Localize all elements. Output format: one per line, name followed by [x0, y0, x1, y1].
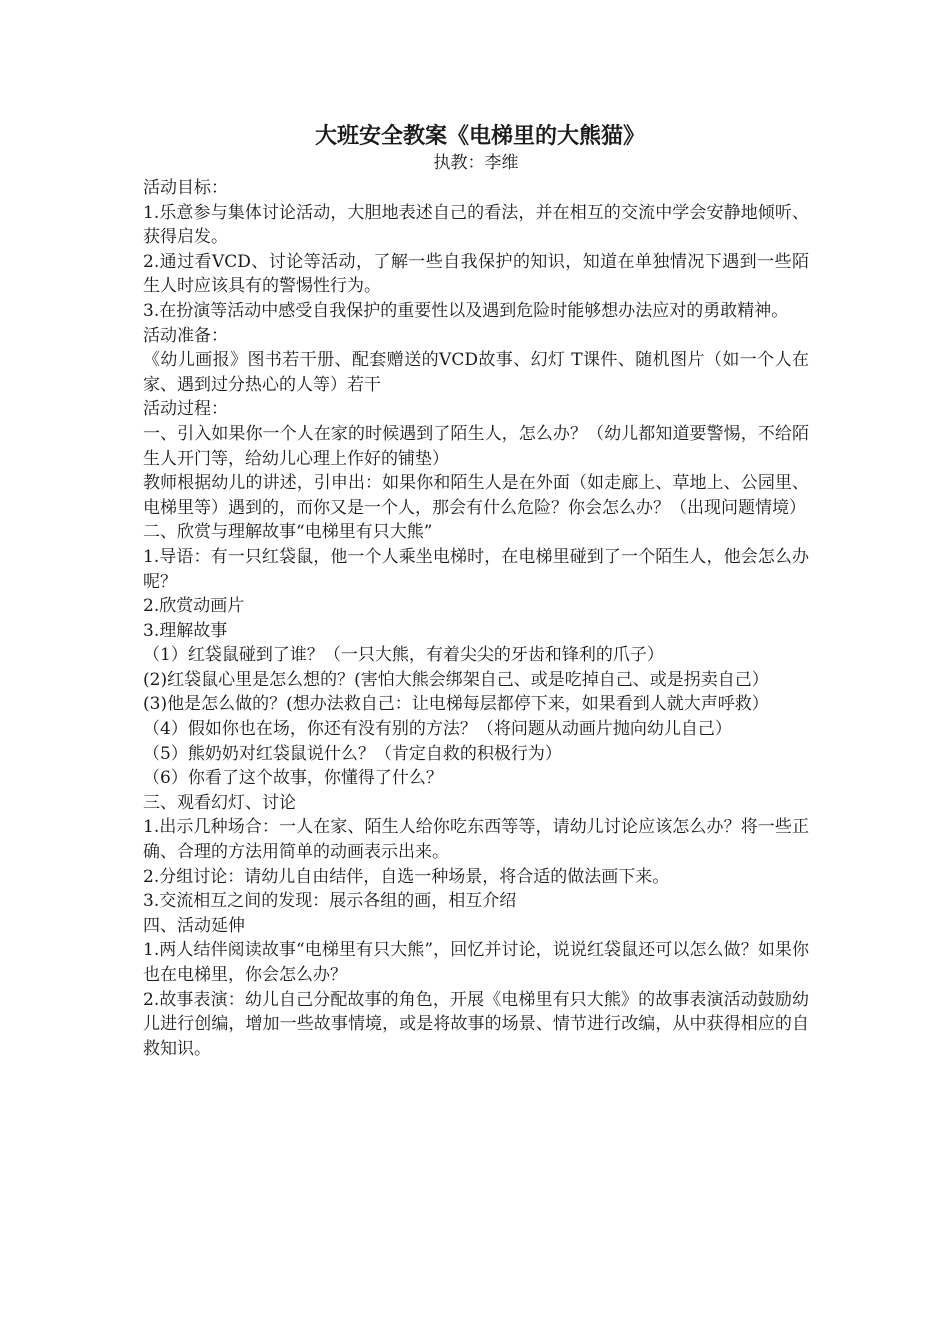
- document-title: 大班安全教案《电梯里的大熊猫》: [314, 123, 645, 149]
- paragraph: 2.分组讨论：请幼儿自由结伴，自选一种场景，将合适的做法画下来。: [143, 866, 670, 887]
- section-heading-goals: 活动目标：: [143, 178, 228, 198]
- paragraph: 3.交流相互之间的发现：展示各组的画，相互介绍: [143, 891, 517, 912]
- paragraph: 2.通过看VCD、讨论等活动，了解一些自我保护的知识，知道在单独情况下遇到一些陌生人时应该具有的警惕性行为。: [143, 251, 809, 297]
- paragraph: (2)红袋鼠心里是怎么想的？(害怕大熊会绑架自己、或是吃掉自己、或是拐卖自己）: [143, 669, 769, 690]
- paragraph: 2.故事表演：幼儿自己分配故事的角色，开展《电梯里有只大熊》的故事表演活动鼓励幼儿进行创编，增加一些故事情境，或是将故事的场景、情节进行改编，从中获得相应的自救知识。: [143, 989, 809, 1059]
- paragraph: （1）红袋鼠碰到了谁？（一只大熊，有着尖尖的牙齿和锋利的爪子）: [143, 645, 664, 666]
- paragraph: 《幼儿画报》图书若干册、配套赠送的VCD故事、幻灯 T课件、随机图片（如一个人在家、遇到过分热心的人等）若干: [143, 350, 809, 395]
- paragraph: （5）熊奶奶对红袋鼠说什么？（肯定自救的积极行为）: [143, 743, 562, 764]
- paragraph: （6）你看了这个故事，你懂得了什么？: [143, 768, 443, 789]
- subsection-heading: 四、活动延伸: [143, 915, 245, 936]
- document-body: [143, 176, 809, 1061]
- paragraph: 1.两人结伴阅读故事“电梯里有只大熊”，回忆并讨论，说说红袋鼠还可以怎么做？如果你也在电梯里，你会怎么办？: [143, 940, 809, 985]
- paragraph: 1.乐意参与集体讨论活动，大胆地表述自己的看法，并在相互的交流中学会安静地倾听、获得启发。: [143, 202, 809, 248]
- section-heading-process: 活动过程：: [143, 399, 228, 420]
- paragraph: （4）假如你也在场，你还有没有别的方法？（将问题从动画片抛向幼儿自己）: [143, 719, 732, 740]
- subsection-heading: 二、欣赏与理解故事“电梯里有只大熊”: [143, 522, 433, 543]
- section-heading-preparation: 活动准备：: [143, 325, 228, 346]
- paragraph: 教师根据幼儿的讲述，引申出：如果你和陌生人是在外面（如走廊上、草地上、公园里、电梯里等）遇到的，而你又是一个人，那会有什么危险？你会怎么办？（出现问题情境）: [143, 473, 809, 518]
- document-page: [143, 120, 809, 1061]
- author-line: 执教：李维: [433, 153, 519, 173]
- paragraph: (3)他是怎么做的？(想办法救自己：让电梯每层都停下来，如果看到人就大声呼救）: [143, 694, 769, 715]
- paragraph: 一、引入如果你一个人在家的时候遇到了陌生人，怎么办？（幼儿都知道要警惕，不给陌生人开门等，给幼儿心理上作好的铺垫）: [143, 423, 809, 469]
- paragraph: 3.理解故事: [143, 620, 228, 641]
- paragraph: 3.在扮演等活动中感受自我保护的重要性以及遇到危险时能够想办法应对的勇敢精神。: [143, 300, 789, 321]
- paragraph: 2.欣赏动画片: [143, 596, 245, 617]
- subsection-heading: 三、观看幻灯、讨论: [143, 792, 296, 813]
- paragraph: 1.导语：有一只红袋鼠，他一个人乘坐电梯时，在电梯里碰到了一个陌生人，他会怎么办呢？: [143, 546, 809, 592]
- paragraph: 1.出示几种场合：一人在家、陌生人给你吃东西等等，请幼儿讨论应该怎么办？将一些正确、合理的方法用简单的动画表示出来。: [143, 817, 809, 863]
